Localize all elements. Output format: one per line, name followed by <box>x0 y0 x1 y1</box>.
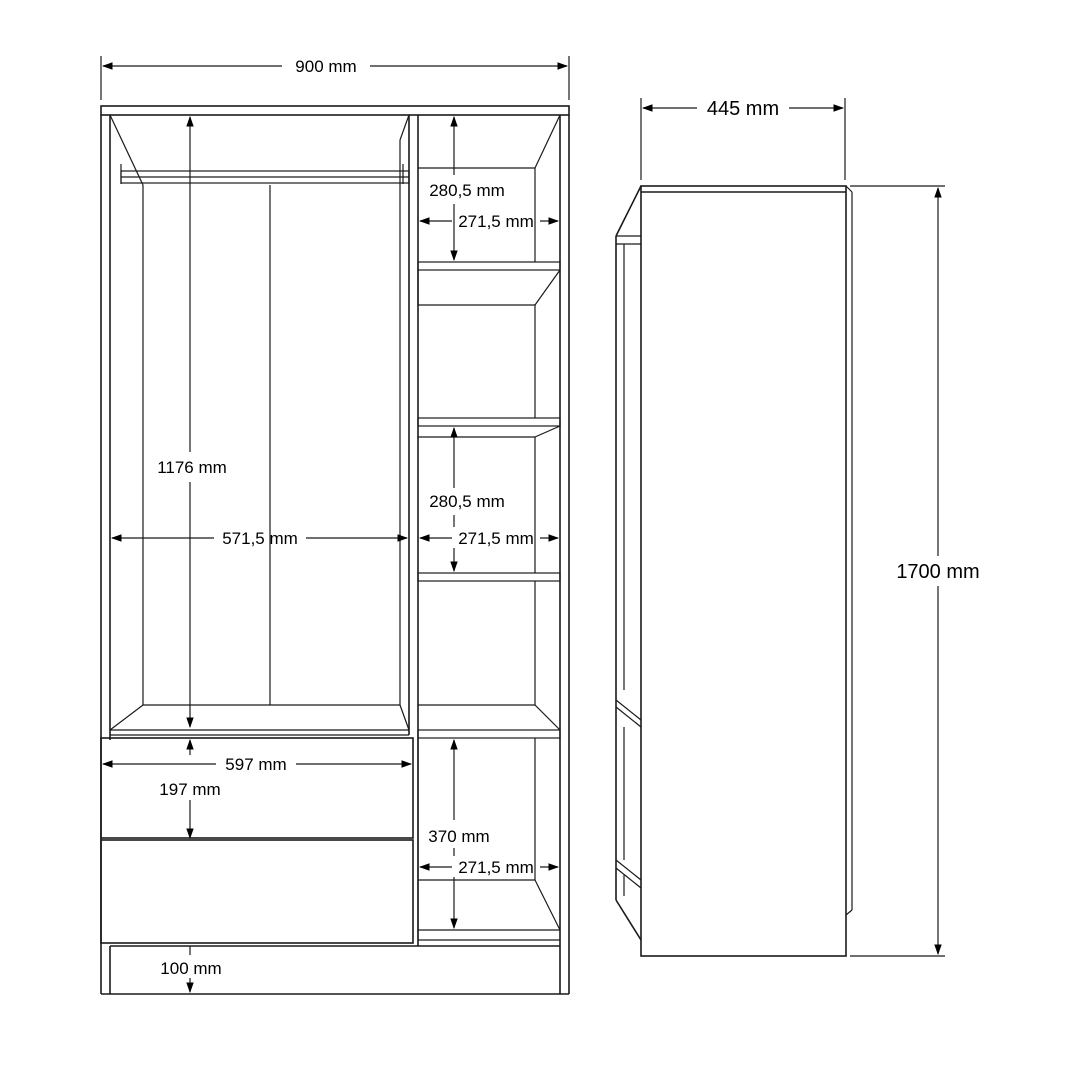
shelf-2 <box>418 418 560 426</box>
dim-shelf-top-height <box>429 117 505 260</box>
dim-depth <box>641 98 845 180</box>
label-shelf-mid-height: 280,5 mm <box>429 492 505 511</box>
top-board <box>101 106 569 115</box>
label-drawer-width: 597 mm <box>225 755 287 774</box>
dim-shelf-top-width <box>420 212 558 231</box>
label-shelf-top-height: 280,5 mm <box>429 181 505 200</box>
shelf-3 <box>418 573 560 581</box>
dim-drawer-width <box>103 755 411 774</box>
label-total-width: 900 mm <box>295 57 357 76</box>
label-hanging-width: 571,5 mm <box>222 529 298 548</box>
label-depth: 445 mm <box>706 98 780 120</box>
label-shelf-mid-width: 271,5 mm <box>458 529 534 548</box>
dim-shelf-mid-width <box>420 529 558 548</box>
dim-drawer-height <box>159 740 220 838</box>
dim-total-height <box>850 186 980 956</box>
label-shelf-top-width: 271,5 mm <box>458 212 534 231</box>
dim-shelf-bottom-width <box>420 858 558 877</box>
side-door-panel <box>641 186 846 956</box>
drawer-bottom <box>101 840 413 943</box>
dim-plinth-height <box>160 946 221 992</box>
hanging-compartment <box>110 115 409 735</box>
label-drawer-height: 197 mm <box>159 780 221 799</box>
shelf-1 <box>418 262 560 270</box>
label-shelf-bottom-width: 271,5 mm <box>458 858 534 877</box>
side-view <box>616 186 852 956</box>
dim-hanging-width <box>112 529 407 548</box>
label-total-height: 1700 mm <box>896 561 980 583</box>
shelf-4 <box>418 730 560 738</box>
dim-total-width <box>101 56 569 100</box>
label-shelf-bottom-height: 370 mm <box>428 827 490 846</box>
drawer-top <box>101 738 413 838</box>
label-plinth-height: 100 mm <box>160 959 222 978</box>
shelf-compartment <box>418 115 560 940</box>
dim-shelf-bottom-height <box>428 740 489 928</box>
dim-hanging-height <box>157 117 227 727</box>
label-hanging-height: 1176 mm <box>157 458 227 477</box>
dim-shelf-mid-height <box>429 428 505 571</box>
